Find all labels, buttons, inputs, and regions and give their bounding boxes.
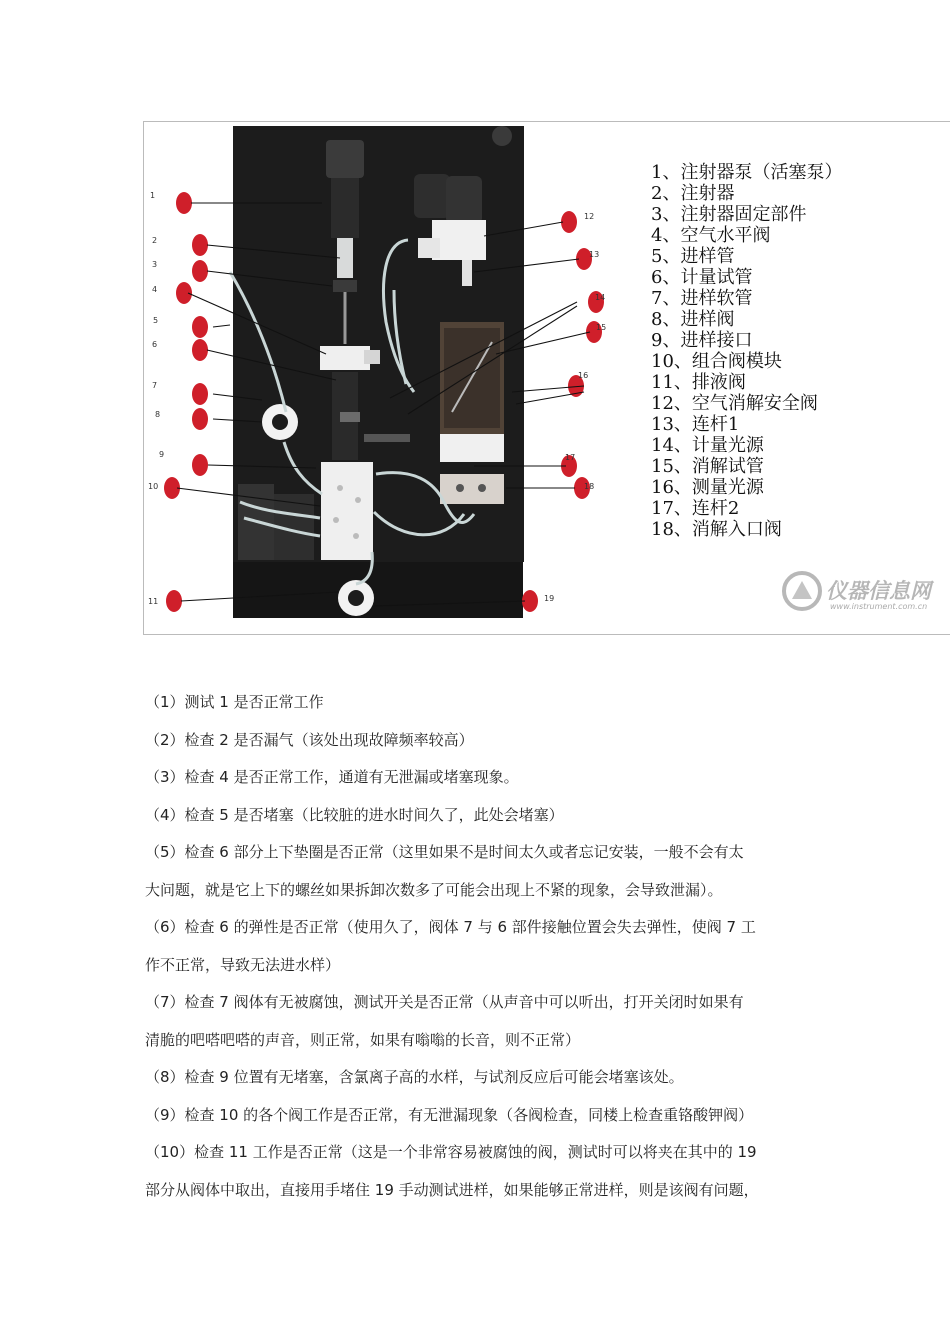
step-line: （3）检查 4 是否正常工作，通道有无泄漏或堵塞现象。 bbox=[145, 768, 519, 786]
legend-item: 3、注射器固定部件 bbox=[651, 204, 807, 225]
component-legend bbox=[651, 162, 842, 540]
right-callout-markers bbox=[522, 211, 607, 612]
step-line: 清脆的吧嗒吧嗒的声音，则正常，如果有嗡嗡的长音，则不正常） bbox=[145, 1030, 581, 1049]
legend-item: 9、进样接口 bbox=[651, 330, 753, 351]
callout-number: 3 bbox=[152, 260, 158, 269]
step-line: （6）检查 6 的弹性是否正常（使用久了，阀体 7 与 6 部件接触位置会失去弹性，使阀 7 工 bbox=[145, 918, 756, 936]
callout-marker bbox=[192, 260, 208, 282]
callout-marker bbox=[192, 454, 208, 476]
callout-marker bbox=[166, 590, 182, 612]
legend-item: 16、测量光源 bbox=[651, 477, 764, 498]
callout-marker bbox=[192, 408, 208, 430]
callout-number: 2 bbox=[152, 236, 158, 245]
callout-number: 19 bbox=[544, 594, 555, 603]
legend-item: 14、计量光源 bbox=[651, 435, 764, 456]
legend-item: 11、排液阀 bbox=[651, 372, 746, 393]
inspection-steps bbox=[145, 684, 815, 1209]
watermark-text: 仪器信息网 bbox=[826, 579, 931, 603]
step-line: （10）检查 11 工作是否正常（这是一个非常容易被腐蚀的阀，测试时可以将夹在其中的 19 bbox=[145, 1143, 757, 1161]
callout-number: 7 bbox=[152, 381, 158, 390]
legend-item: 17、连杆2 bbox=[651, 498, 740, 519]
callout-number: 13 bbox=[589, 250, 600, 259]
legend-item: 2、注射器 bbox=[651, 183, 735, 204]
legend-item: 5、进样管 bbox=[651, 246, 735, 267]
callout-marker bbox=[192, 383, 208, 405]
step-line: 大问题，就是它上下的螺丝如果拆卸次数多了可能会出现上不紧的现象，会导致泄漏）。 bbox=[145, 880, 723, 899]
callout-number: 16 bbox=[578, 371, 589, 380]
callout-number: 15 bbox=[596, 323, 607, 332]
step-line: （1）测试 1 是否正常工作 bbox=[145, 693, 324, 711]
watermark-url: www.instrument.com.cn bbox=[830, 602, 928, 611]
analyzer-photo-figure bbox=[143, 121, 950, 635]
legend-item: 12、空气消解安全阀 bbox=[651, 393, 818, 414]
callout-marker bbox=[192, 234, 208, 256]
legend-item: 4、空气水平阀 bbox=[651, 225, 771, 246]
left-callout-markers bbox=[164, 192, 208, 612]
step-line: 部分从阀体中取出，直接用手堵住 19 手动测试进样，如果能够正常进样，则是该阀有问题， bbox=[145, 1180, 759, 1199]
step-line: （4）检查 5 是否堵塞（比较脏的进水时间久了，此处会堵塞） bbox=[145, 805, 564, 824]
callout-number: 12 bbox=[584, 212, 595, 221]
callout-marker bbox=[192, 316, 208, 338]
step-line: （2）检查 2 是否漏气（该处出现故障频率较高） bbox=[145, 730, 474, 749]
callout-marker bbox=[561, 211, 577, 233]
legend-item: 8、进样阀 bbox=[651, 309, 735, 330]
legend-item: 15、消解试管 bbox=[651, 456, 764, 477]
step-line: （7）检查 7 阀体有无被腐蚀，测试开关是否正常（从声音中可以听出，打开关闭时如果有 bbox=[145, 993, 744, 1011]
callout-number: 17 bbox=[565, 453, 576, 462]
callout-number: 1 bbox=[150, 191, 156, 200]
step-line: （9）检查 10 的各个阀工作是否正常，有无泄漏现象（各阀检查，同楼上检查重铬酸钾阀） bbox=[145, 1105, 754, 1124]
callout-number: 4 bbox=[152, 285, 158, 294]
step-line: （8）检查 9 位置有无堵塞，含氯离子高的水样，与试剂反应后可能会堵塞该处。 bbox=[145, 1068, 684, 1086]
callout-number: 18 bbox=[584, 482, 595, 491]
callout-number: 10 bbox=[148, 482, 159, 491]
callout-number: 5 bbox=[153, 316, 159, 325]
legend-item: 13、连杆1 bbox=[651, 414, 740, 435]
callout-marker bbox=[192, 339, 208, 361]
step-line: （5）检查 6 部分上下垫圈是否正常（这里如果不是时间太久或者忘记安装，一般不会有太 bbox=[145, 843, 744, 861]
step-line: 作不正常，导致无法进水样） bbox=[145, 955, 341, 974]
callout-number: 11 bbox=[148, 597, 159, 606]
callout-number: 8 bbox=[155, 410, 161, 419]
callout-number: 6 bbox=[152, 340, 158, 349]
legend-item: 10、组合阀模块 bbox=[651, 351, 782, 372]
legend-item: 1、注射器泵（活塞泵） bbox=[651, 162, 843, 183]
callout-number: 9 bbox=[159, 450, 165, 459]
callout-marker bbox=[176, 192, 192, 214]
legend-item: 18、消解入口阀 bbox=[651, 519, 782, 540]
watermark-logo-icon bbox=[780, 569, 824, 613]
watermark bbox=[780, 569, 950, 617]
legend-item: 7、进样软管 bbox=[651, 288, 753, 309]
callout-marker bbox=[176, 282, 192, 304]
legend-item: 6、计量试管 bbox=[651, 267, 753, 288]
callout-number: 14 bbox=[595, 293, 606, 302]
